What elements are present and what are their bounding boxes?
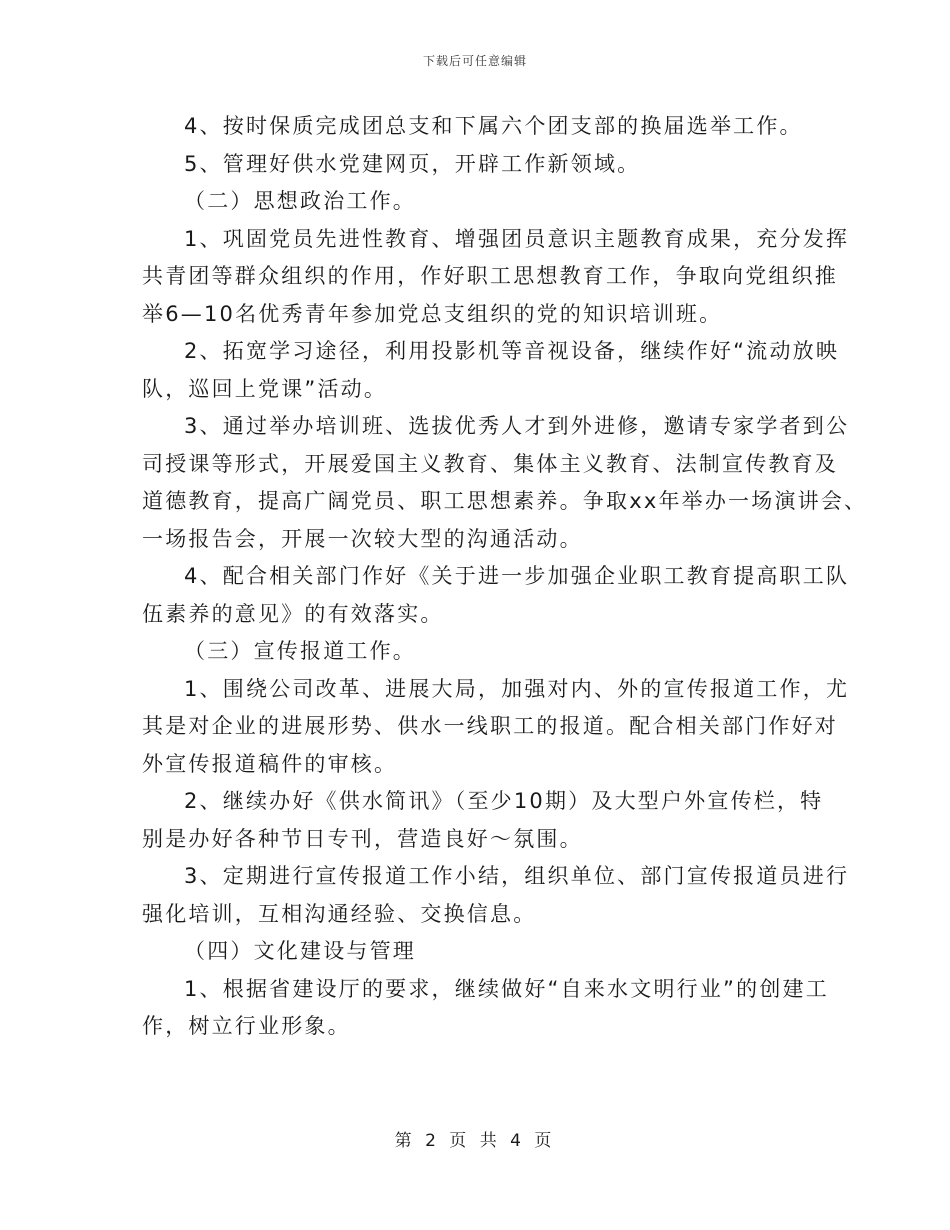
document-body [142, 108, 868, 1046]
paragraph-line: 1、围绕公司改革、进展大局，加强对内、外的宣传报道工作，尤 [184, 676, 850, 701]
paragraph-line: 1、巩固党员先进性教育、增强团员意识主题教育成果，充分发挥 [184, 226, 850, 251]
paragraph-line: 举6—10名优秀青年参加党总支组织的党的知识培训班。 [142, 301, 723, 326]
paragraph-line: 作，树立行业形象。 [142, 1014, 351, 1038]
section-heading: （四）文化建设与管理 [184, 939, 416, 963]
paragraph-line: 共青团等群众组织的作用，作好职工思想教育工作，争取向党组织推 [142, 264, 838, 288]
paragraph-line: 5、管理好供水党建网页，开辟工作新领域。 [184, 151, 641, 176]
page-header-note: 下载后可任意编辑 [422, 54, 527, 68]
paragraph-line: 3、定期进行宣传报道工作小结，组织单位、部门宣传报道员进行 [184, 864, 850, 888]
paragraph-line: 4、按时保质完成团总支和下属六个团支部的换届选举工作。 [184, 114, 803, 138]
page-number-footer: 第 2 页 共 4 页 [394, 1131, 556, 1151]
section-heading: （三）宣传报道工作。 [184, 639, 416, 663]
paragraph-line: 别是办好各种节日专刊，营造良好～氛围。 [142, 826, 583, 851]
section-heading: （二）思想政治工作。 [184, 189, 416, 213]
paragraph-line: 1、根据省建设厅的要求，继续做好“自来水文明行业”的创建工 [184, 976, 829, 1001]
paragraph-line: 一场报告会，开展一次较大型的沟通活动。 [142, 526, 583, 551]
paragraph-line: 其是对企业的进展形势、供水一线职工的报道。配合相关部门作好对 [142, 714, 838, 738]
paragraph-line: 司授课等形式，开展爱国主义教育、集体主义教育、法制宣传教育及 [142, 451, 838, 476]
paragraph-line: 3、通过举办培训班、选拔优秀人才到外进修，邀请专家学者到公 [184, 414, 850, 438]
paragraph-line: 2、拓宽学习途径，利用投影机等音视设备，继续作好“流动放映 [184, 339, 840, 363]
paragraph-line: 道德教育，提高广阔党员、职工思想素养。争取xx年举办一场演讲会、 [142, 489, 868, 513]
paragraph-line: 外宣传报道稿件的审核。 [142, 751, 398, 776]
paragraph-line: 伍素养的意见》的有效落实。 [142, 601, 444, 626]
paragraph-line: 4、配合相关部门作好《关于进一步加强企业职工教育提高职工队 [184, 564, 850, 588]
paragraph-line: 强化培训，互相沟通经验、交换信息。 [142, 901, 537, 926]
paragraph-line: 2、继续办好《供水简讯》（至少10期）及大型户外宣传栏，特 [184, 789, 824, 813]
paragraph-line: 队，巡回上党课”活动。 [142, 376, 388, 401]
